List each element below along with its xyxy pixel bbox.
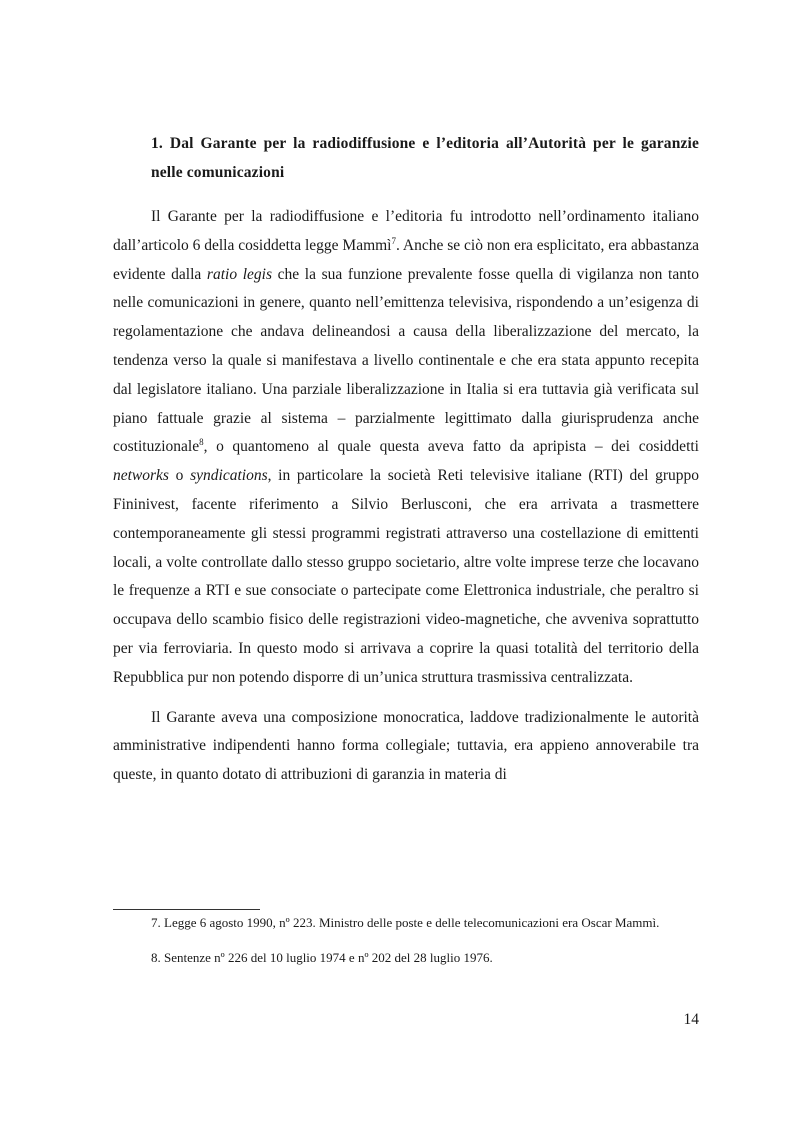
footnote: 7. Legge 6 agosto 1990, nº 223. Ministro delle poste e delle telecomunicazioni era Oscar Mammì. — [151, 915, 660, 930]
footnote: 8. Sentenze nº 226 del 10 luglio 1974 e nº 202 del 28 luglio 1976. — [151, 950, 493, 965]
text-run: che la sua funzione prevalente fosse quella di vigilanza non tanto nelle comunicazioni in genere, quanto nell’emittenza televisiva, rispondendo a un’esigenza di regolamentazione che andava delineandosi a causa della liberalizzazione del mercato, la tendenza verso la quale si manifestava a livello continentale e che era stata appunto recepita dal legislatore italiano. Una parziale liberalizzazione in Italia si era tuttavia già verificata sul piano fattuale grazie al sistema – parzialmente legittimato dalla giurisprudenza anche costituzionale — [113, 265, 700, 456]
footnotes — [113, 912, 699, 969]
text-run: , in particolare la società Reti televisive italiane (RTI) del gruppo Fininivest, facente riferimento a Silvio Berlusconi, che era arrivata a trasmettere contemporaneamente gli stessi programmi registrati attraverso una costellazione di emittenti locali, a volte controllate dallo stesso gruppo societario, altre volte imprese terze che locavano le frequenze a RTI e sue consociate o partecipate come Elettronica industriale, che peraltro si occupava dello scambio fisico delle registrazioni video-magnetiche, che avveniva soprattutto per via ferroviaria. In questo modo si arrivava a coprire la quasi totalità del territorio della Repubblica pur non potendo disporre di un’unica struttura trasmissiva centralizzata. — [113, 467, 699, 686]
text-run: Il Garante aveva una composizione monocratica, laddove tradizionalmente le autorità amministrative indipendenti hanno forma collegiale; tuttavia, era appieno annoverabile tra queste, in quanto dotato di attribuzioni di garanzia in materia di — [113, 708, 699, 784]
footnote-ref: 8 — [199, 437, 204, 448]
text-run: o — [168, 467, 191, 485]
italic-text: networks — [113, 467, 169, 485]
footnote-ref: 7 — [391, 235, 396, 246]
section-title: Dal Garante per la radiodiffusione e l’editoria all’Autorità per le garanzie nelle comunicazioni — [151, 135, 699, 181]
text-run: , o quantomeno al quale questa aveva fatto da apripista – dei cosiddetti — [203, 438, 699, 456]
paragraph — [113, 704, 699, 790]
body-text — [113, 203, 699, 790]
text-run: Il Garante per la radiodiffusione e l’editoria fu introdotto nell’ordinamento italiano dall’articolo 6 della cosiddetta legge Mammì — [113, 208, 699, 254]
italic-text: ratio legis — [206, 265, 272, 283]
paragraph — [113, 203, 699, 693]
text-run: . Anche se ciò non era esplicitato, era abbastanza evidente dalla — [113, 236, 699, 283]
section-number: 1. — [151, 135, 163, 152]
page-number: 14 — [683, 1011, 699, 1028]
section-heading — [151, 129, 699, 187]
footnote-separator — [113, 909, 260, 910]
italic-text: syndications — [190, 467, 268, 485]
